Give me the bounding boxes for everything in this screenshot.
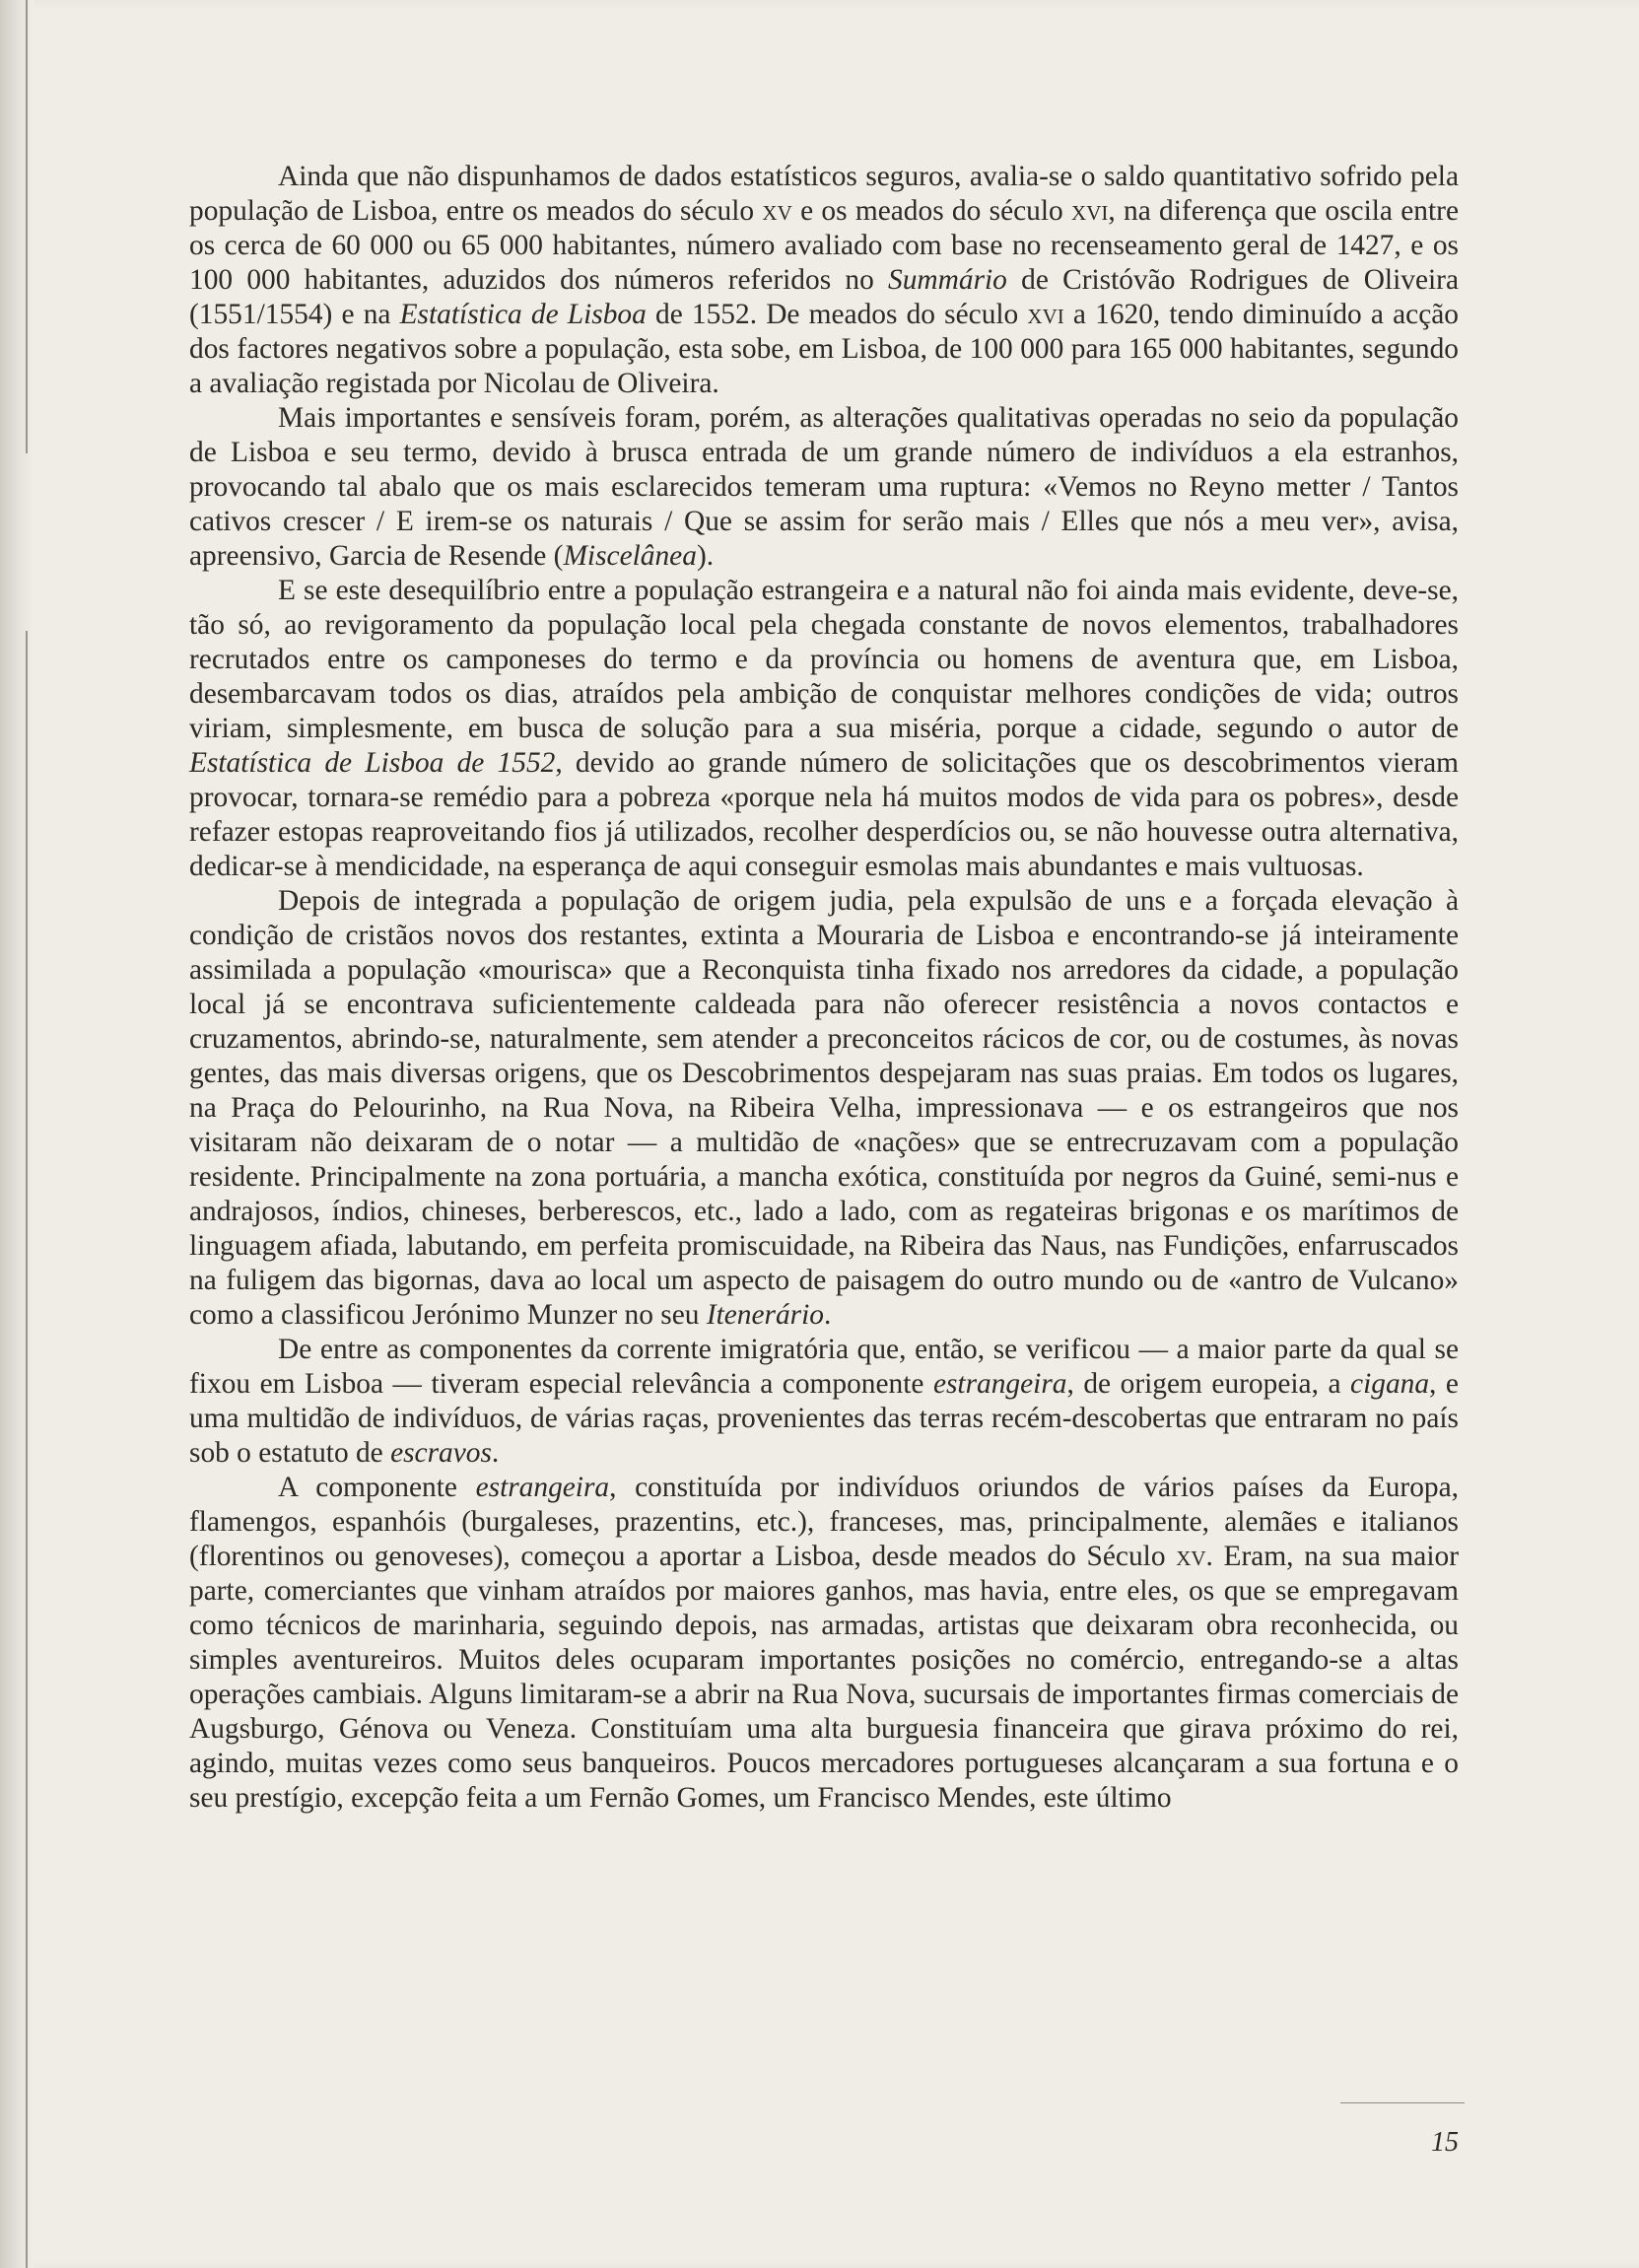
text-run: E se este desequilíbrio entre a população estrangeira e a natural não foi ainda mais evidente, deve-se, tão só, ao revigoramento da população local pela chegada constante de novos elementos, trabalhadores recrutados entre os camponeses do termo e da província ou homens de aventura que, em Lisboa, desembarcavam todos os dias, atraídos pela ambição de conquistar melhores condições de vida; outros viriam, simplesmente, em busca de solução para a sua miséria, porque a cidade, segundo o autor de xyxy=(189,575,1459,744)
text-run: ). xyxy=(696,540,715,572)
text-run: e os meados do século xyxy=(791,195,1072,227)
footer-rule xyxy=(1340,2102,1465,2103)
text-run: . xyxy=(491,1437,500,1469)
italic-text: Summário xyxy=(888,264,1007,296)
text-run: A componente xyxy=(278,1472,476,1503)
paragraph xyxy=(189,160,1459,401)
small-caps-text: xv xyxy=(762,195,792,227)
small-caps-text: xvi xyxy=(1071,195,1109,227)
paragraph xyxy=(189,884,1459,1333)
paragraph xyxy=(189,401,1459,574)
text-run: , constituída por indivíduos oriundos de vários países da Europa, flamengos, espanhóis (burgaleses, prazentins, etc.), franceses, mas, principalmente, alemães e italianos (florentinos ou genoveses), começou a aportar a Lisboa, desde meados do Século xyxy=(189,1472,1460,1572)
small-caps-text: xvi xyxy=(1027,299,1064,330)
gutter-shadow-line xyxy=(26,0,28,453)
text-run: , devido ao grande número de solicitações que os descobrimentos vieram provocar, tornara-se remédio para a pobreza «porque nela há muitos modos de vida para os pobres», desde refazer estopas reaproveitando fios já utilizados, recolher desperdícios ou, se não houvesse outra alternativa, dedicar-se à mendicidade, na esperança de aqui conseguir esmolas mais abundantes e mais vultuosas. xyxy=(189,747,1459,882)
text-run: . xyxy=(823,1299,832,1331)
italic-text: estrangeira xyxy=(475,1472,610,1503)
text-run: , na diferença que oscila entre os cerca de 60 000 ou 65 000 habitantes, número avaliado com base no recenseamento geral de 1427, e os 100 000 habitantes, aduzidos dos números referidos no xyxy=(189,195,1460,296)
text-run: Mais importantes e sensíveis foram, porém, as alterações qualitativas operadas no seio da população de Lisboa e seu termo, devido à brusca entrada de um grande número de indivíduos a ela estranhos, provocando tal abalo que os mais esclarecidos temeram uma ruptura: «Vemos no Reyno metter / Tantos cativos crescer / E irem-se os naturais / Que se assim for serão mais / Elles que nós a meu ver», avisa, apreensivo, Garcia de Resende ( xyxy=(189,402,1459,572)
text-run: Depois de integrada a população de origem judia, pela expulsão de uns e a forçada elevação à condição de cristãos novos dos restantes, extinta a Mouraria de Lisboa e encontrando-se já inteiramente assimilada a população «mourisca» que a Reconquista tinha fixado nos arredores da cidade, a população local já se encontrava suficientemente caldeada para não oferecer resistência a novos contactos e cruzamentos, abrindo-se, naturalmente, sem atender a preconceitos rácicos de cor, ou de costumes, às novas gentes, das mais diversas origens, que os Descobrimentos despejaram nas suas praias. Em todos os lugares, na Praça do Pelourinho, na Rua Nova, na Ribeira Velha, impressionava — e os estrangeiros que nos visitaram não deixaram de o notar — a multidão de «nações» que se entrecruzavam com a população residente. Principalmente na zona portuária, a mancha exótica, constituída por negros da Guiné, semi-nus e andrajosos, índios, chineses, berberescos, etc., lado a lado, com as regateiras brigonas e os marítimos de linguagem afiada, labutando, em perfeita promiscuidade, na Ribeira das Naus, nas Fundições, enfarruscados na fuligem das bigornas, dava ao local um aspecto de paisagem do outro mundo ou de «antro de Vulcano» como a classificou Jerónimo Munzer no seu xyxy=(189,885,1459,1331)
text-run: de 1552. De meados do século xyxy=(646,299,1028,330)
text-run: De entre as componentes da corrente imigratória que, então, se verificou — a maior parte da qual se fixou em Lisboa — tiveram especial relevância a componente xyxy=(189,1334,1459,1400)
text-run: de Cristóvão Rodrigues de Oliveira (1551/1554) e na xyxy=(189,264,1460,330)
italic-text: Miscelânea xyxy=(563,540,697,572)
paragraph xyxy=(189,1471,1459,1816)
text-run: Ainda que não dispunhamos de dados estatísticos seguros, avalia-se o saldo quantitativo sofrido pela população de Lisboa, entre os meados do século xyxy=(189,161,1459,227)
italic-text: estrangeira xyxy=(932,1368,1067,1400)
italic-text: escravos xyxy=(390,1437,492,1469)
paragraph xyxy=(189,1333,1459,1471)
italic-text: Estatística de Lisboa de 1552 xyxy=(189,747,556,779)
text-run: , de origem europeia, a xyxy=(1066,1368,1351,1400)
italic-text: Itenerário xyxy=(706,1299,824,1331)
italic-text: cigana xyxy=(1350,1368,1430,1400)
page-binding xyxy=(0,0,34,2268)
gutter-shadow-line xyxy=(26,631,28,2268)
italic-text: Estatística de Lisboa xyxy=(399,299,647,330)
text-run: a 1620, tendo diminuído a acção dos factores negativos sobre a população, esta sobe, em Lisboa, de 100 000 para 165 000 habitantes, segundo a avaliação registada por Nicolau de Oliveira. xyxy=(189,299,1459,399)
page-number: 15 xyxy=(1431,2127,1459,2158)
text-run: . Eram, na sua maior parte, comerciantes que vinham atraídos por maiores ganhos, mas havia, entre eles, os que se empregavam como técnicos de marinharia, seguindo depois, nas armadas, artistas que deixaram obra reconhecida, ou simples aventureiros. Muitos deles ocuparam importantes posições no comércio, entregando-se a altas operações cambiais. Alguns limitaram-se a abrir na Rua Nova, sucursais de importantes firmas comerciais de Augsburgo, Génova ou Veneza. Constituíam uma alta burguesia financeira que girava próximo do rei, agindo, muitas vezes como seus banqueiros. Poucos mercadores portugueses alcançaram a sua fortuna e o seu prestígio, excepção feita a um Fernão Gomes, um Francisco Mendes, este último xyxy=(189,1541,1459,1814)
paragraph xyxy=(189,574,1459,884)
body-text xyxy=(189,160,1459,1816)
text-run: , e uma multidão de indivíduos, de várias raças, provenientes das terras recém-descobertas que entraram no país sob o estatuto de xyxy=(189,1368,1459,1469)
small-caps-text: xv xyxy=(1176,1541,1206,1572)
